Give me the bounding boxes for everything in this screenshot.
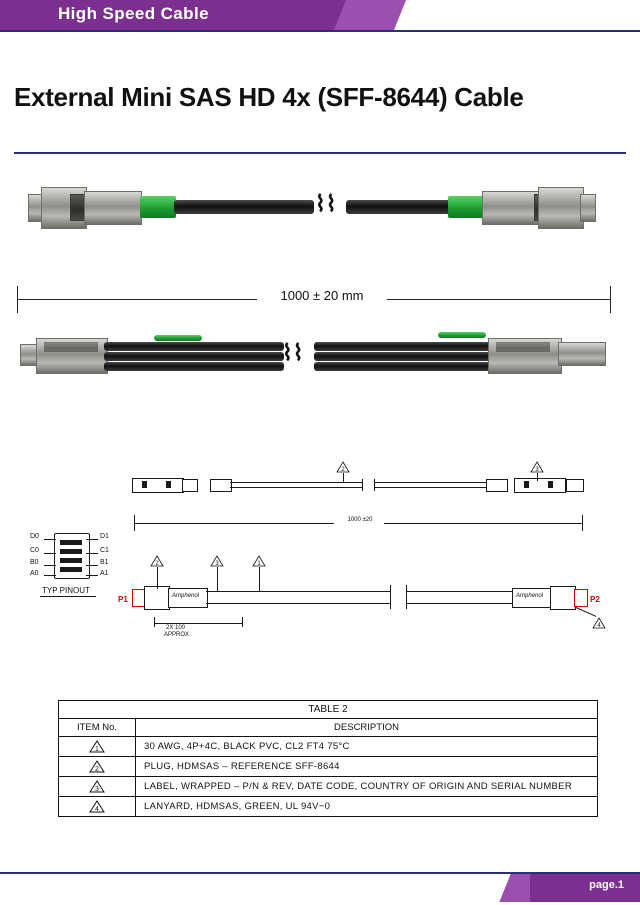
port-label-p1: P1 — [118, 595, 128, 604]
port-label-p2: P2 — [590, 595, 600, 604]
header-banner-accent — [334, 0, 406, 30]
balloon-icon-main-3 — [252, 555, 266, 567]
bom-table — [58, 700, 598, 817]
cable-break-symbol-2: ⌇⌇ — [282, 340, 304, 365]
balloon-icon-top-1 — [336, 461, 350, 473]
warning-triangle-icon — [89, 760, 105, 773]
pin-label-d0: D0 — [30, 533, 39, 540]
svg-text:3: 3 — [95, 786, 99, 793]
pin-label-a1: A1 — [100, 570, 109, 577]
detail-dim-line2: APPROX — [164, 632, 190, 638]
technical-drawing — [14, 455, 626, 675]
item-description-3: LABEL, WRAPPED – P/N & REV, DATE CODE, COUNTRY OF ORIGIN AND SERIAL NUMBER — [136, 777, 598, 797]
table-row — [59, 797, 598, 817]
product-photo-straight — [14, 172, 626, 247]
header-category-label: High Speed Cable — [58, 4, 209, 23]
title-divider — [14, 152, 626, 154]
svg-text:1: 1 — [95, 746, 99, 753]
overall-length-dimension — [14, 282, 626, 322]
header-divider — [0, 30, 640, 32]
balloon-icon-top-2 — [530, 461, 544, 473]
item-description-2: PLUG, HDMSAS – REFERENCE SFF-8644 — [136, 757, 598, 777]
item-balloon-2 — [59, 757, 136, 777]
table-caption: TABLE 2 — [59, 701, 598, 719]
svg-text:4: 4 — [597, 623, 601, 629]
balloon-icon-main-4 — [592, 617, 606, 629]
drawing-length-label: 1000 ±20 — [347, 517, 373, 523]
overall-length-label: 1000 ± 20 mm — [257, 288, 387, 303]
table-row — [59, 777, 598, 797]
svg-text:2: 2 — [341, 467, 345, 473]
svg-text:3: 3 — [535, 467, 539, 473]
column-header-description: DESCRIPTION — [136, 719, 598, 737]
detail-dim-line1: 2X 100 — [166, 625, 186, 631]
item-description-1: 30 AWG, 4P+4C, BLACK PVC, CL2 FT4 75°C — [136, 737, 598, 757]
page-number: page.1 — [589, 879, 624, 891]
table-row — [59, 757, 598, 777]
svg-text:2: 2 — [95, 766, 99, 773]
brand-label-right: Amphenol — [516, 593, 544, 599]
pin-label-b0: B0 — [30, 559, 39, 566]
pin-label-c0: C0 — [30, 547, 39, 554]
cable-break-symbol: ⌇⌇ — [315, 191, 337, 216]
pin-label-b1: B1 — [100, 559, 109, 566]
item-balloon-4 — [59, 797, 136, 817]
pin-label-c1: C1 — [100, 547, 109, 554]
item-balloon-1 — [59, 737, 136, 757]
svg-text:2: 2 — [155, 561, 159, 567]
brand-label-left: Amphenol — [172, 593, 200, 599]
table-caption-row — [59, 701, 598, 719]
balloon-icon-main-1 — [150, 555, 164, 567]
svg-text:1: 1 — [257, 561, 261, 567]
svg-text:4: 4 — [95, 806, 99, 813]
column-header-item: ITEM No. — [59, 719, 136, 737]
balloon-icon-main-2 — [210, 555, 224, 567]
page-title: External Mini SAS HD 4x (SFF-8644) Cable — [14, 82, 524, 112]
pin-label-d1: D1 — [100, 533, 109, 540]
item-balloon-3 — [59, 777, 136, 797]
item-description-4: LANYARD, HDMSAS, GREEN, UL 94V−0 — [136, 797, 598, 817]
table-header-row — [59, 719, 598, 737]
pin-label-a0: A0 — [30, 570, 39, 577]
pinout-caption: TYP PINOUT — [42, 586, 90, 595]
warning-triangle-icon — [89, 800, 105, 813]
warning-triangle-icon — [89, 780, 105, 793]
svg-text:3: 3 — [215, 561, 219, 567]
table-row — [59, 737, 598, 757]
warning-triangle-icon — [89, 740, 105, 753]
page-header — [0, 0, 640, 30]
product-photo-perspective — [14, 318, 626, 398]
